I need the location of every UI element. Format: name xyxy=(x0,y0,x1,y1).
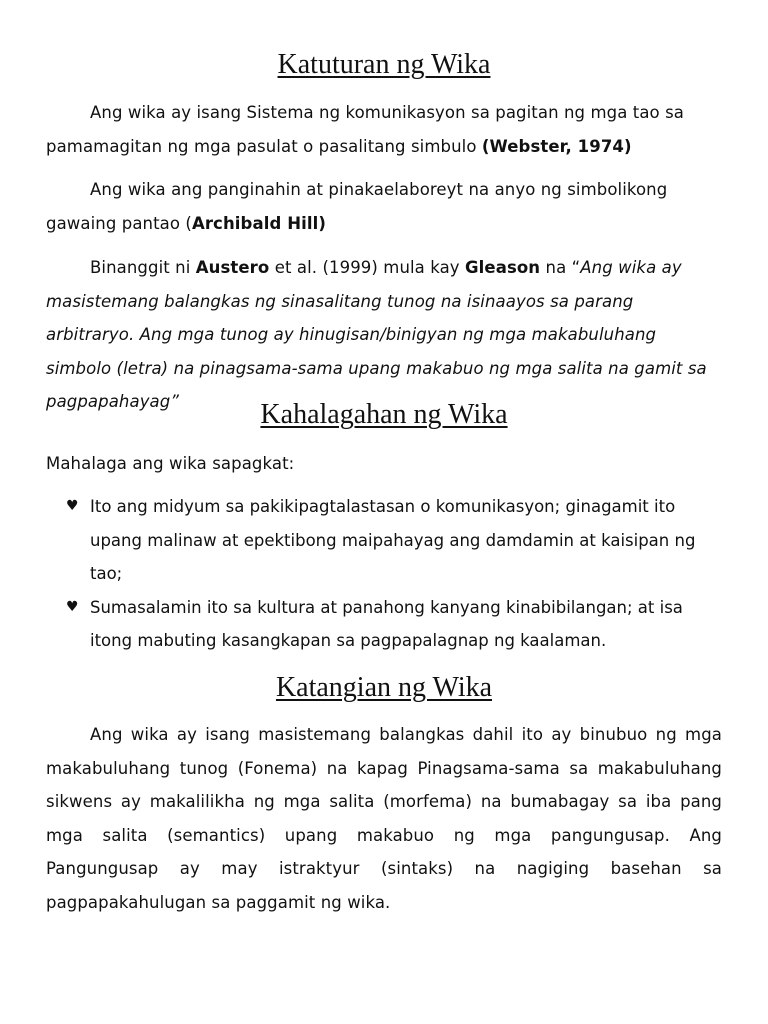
paragraph-text: et al. (1999) mula kay xyxy=(269,258,466,277)
citation-hill: Archibald Hill) xyxy=(191,213,327,233)
author-gleason: Gleason xyxy=(465,258,541,277)
paragraph-text: Ang wika ay isang Sistema ng komunikasyon sa pagitan ng mga tao sa pamamagitan ng mga pasulat o pasalitang simbulo xyxy=(46,103,684,156)
author-austero: Austero xyxy=(195,258,270,277)
paragraph-gleason-quote xyxy=(46,251,722,419)
list-item-text: Ito ang midyum sa pakikipagtalastasan o komunikasyon; ginagamit ito upang malinaw at epektibong maipahayag ang damdamin at kaisipan ng tao; xyxy=(90,497,696,583)
paragraph-text: na “ xyxy=(540,258,581,277)
citation-webster: (Webster, 1974) xyxy=(481,136,632,156)
list-item xyxy=(46,591,722,658)
paragraph-intro: Mahalaga ang wika sapagkat: xyxy=(46,454,295,473)
paragraph-katangian: Ang wika ay isang masistemang balangkas dahil ito ay binubuo ng mga makabuluhang tunog (Fonema) na kapag Pinagsama-sama sa makabuluhang sikwens ay makalilikha ng mga salita (morfema) na bumabagay sa iba pang mga salita (semantics) upang makabuo ng mga pangungusap. Ang Pangungusap ay may istraktyur (sintaks) na nagiging basehan sa pagpapakahulugan sa paggamit ng wika. xyxy=(46,725,722,912)
paragraph-hill-definition xyxy=(46,173,722,240)
quote-text: Ang wika ay masistemang balangkas ng sinasalitang tunog na isinaayos sa parang arbitraryo. Ang mga tunog ay hinugisan/binigyan ng mga makabuluhang simbolo (letra) na pinagsama-sama upang makabuo ng mga salita na gamit sa pagpapahayag” xyxy=(46,258,707,411)
heading-katangian: Katangian ng Wika xyxy=(275,672,493,703)
heading-katuturan: Katuturan ng Wika xyxy=(277,49,491,80)
heading-kahalagahan: Kahalagahan ng Wika xyxy=(260,399,508,430)
paragraph-webster-definition xyxy=(46,96,722,163)
bullet-list xyxy=(46,490,722,658)
paragraph-text: Binanggit ni xyxy=(90,258,196,277)
paragraph-text: Ang wika ang panginahin at pinakaelaboreyt na anyo ng simbolikong gawaing pantao ( xyxy=(46,180,668,233)
heart-bullet-icon: ♥ xyxy=(66,498,79,514)
heart-bullet-icon: ♥ xyxy=(66,598,79,615)
list-item-text: Sumasalamin ito sa kultura at panahong kanyang kinabibilangan; at isa itong mabuting kasangkapan sa pagpapalagnap ng kaalaman. xyxy=(90,597,683,650)
list-item xyxy=(46,490,722,591)
